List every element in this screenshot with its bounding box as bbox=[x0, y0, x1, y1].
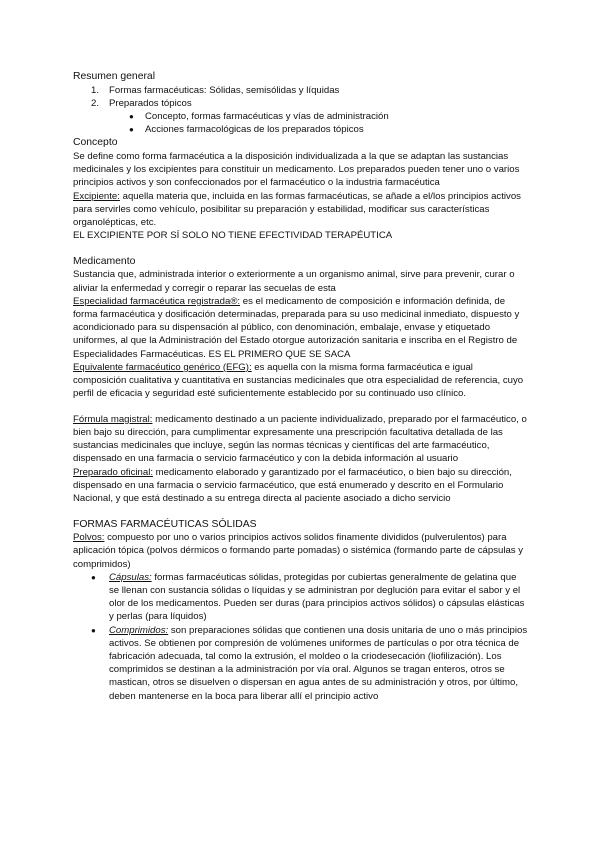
solidas-list bbox=[73, 571, 528, 703]
list-item bbox=[73, 624, 528, 703]
medicamento-title: Medicamento bbox=[73, 255, 136, 267]
list-number: 2. bbox=[91, 97, 100, 109]
bullet-icon: ● bbox=[91, 572, 96, 582]
formula-term: Fórmula magistral: bbox=[73, 413, 153, 425]
formula-paragraph bbox=[73, 413, 528, 466]
excipiente-definition: aquella materia que, incluida en las formas farmacéuticas, se añade a el/los principios activos para servirles como vehículo, posibilitar su preparación y estabilidad, modificar sus características organolépticas, etc. bbox=[73, 190, 521, 229]
list-item-label: Acciones farmacológicas de los preparados tópicos bbox=[145, 124, 364, 136]
capsulas-term: Cápsulas: bbox=[109, 571, 152, 583]
polvos-term: Polvos: bbox=[73, 532, 105, 544]
resumen-subitem bbox=[73, 110, 528, 123]
resumen-title: Resumen general bbox=[73, 71, 156, 82]
equivalente-term: Equivalente farmacéutico genérico (EFG): bbox=[73, 361, 252, 373]
capsulas-definition: formas farmacéuticas sólidas, protegidas por cubiertas generalmente de gelatina que se llenan con sustancia sólidas o líquidas y se administran por deglución para evitar el sabor y el olor de los medicamentos. Pueden ser duras (para principios activos sólidos) o cápsulas elásticas y perlas (para líquidos) bbox=[109, 571, 525, 623]
equivalente-paragraph bbox=[73, 361, 528, 401]
oficinal-paragraph bbox=[73, 466, 528, 506]
document-page bbox=[73, 70, 528, 703]
oficinal-definition: medicamento elaborado y garantizado por el farmacéutico, o bien bajo su dirección, dispensado en una farmacia o servicio farmacéutico, que está enumerado y descrito en el Formulario Nacional, y que está destinado a su entrega directa al paciente asociado a dicho servicio bbox=[73, 466, 512, 505]
comprimidos-definition: son preparaciones sólidas que contienen una dosis unitaria de uno o más principios activos. Se obtienen por compresión de volúmenes uniformes de partículas o por otra técnica de fabricación adecuada, tal como la extrusión, el moldeo o la criodesecación (liofilización). Los comprimidos se destinan a la administración por vía oral. Algunos se tragan enteros, otros se mastican, otros se disuelven o dispersan en agua antes de su administración y otros, por último, deben mantenerse en la boca para liberar allí el principio activo bbox=[109, 624, 528, 702]
resumen-list bbox=[73, 84, 528, 110]
excipiente-paragraph bbox=[73, 190, 528, 230]
especialidad-definition: es el medicamento de composición e información definida, de forma farmacéutica y dosificación determinadas, preparada para su uso medicinal inmediato, dispuesto y acondicionado para su dispensación al público, con denominación, embalaje, envase y etiquetado uniformes, al que la Administración del Estado otorgue autorización sanitaria e inscriba en el Registro de Especialidades Farmacéuticas. ES EL PRIMERO QUE SE SACA bbox=[73, 295, 520, 360]
excipiente-note: EL EXCIPIENTE POR SÍ SOLO NO TIENE EFECTIVIDAD TERAPÉUTICA bbox=[73, 230, 393, 242]
oficinal-term: Preparado oficinal: bbox=[73, 466, 153, 478]
formula-definition: medicamento destinado a un paciente individualizado, preparado por el farmacéutico, o bien bajo su dirección, para cumplimentar expresamente una prescripción facultativa detallada de las sustancias medicinales que incluye, según las normas técnicas y científicas del arte farmacéutico, dispensado en una farmacia o servicio farmacéutico y con la debida información al usuario bbox=[73, 413, 527, 465]
especialidad-term: Especialidad farmacéutica registrada®: bbox=[73, 295, 241, 307]
polvos-definition: compuesto por uno o varios principios activos solidos finamente divididos (pulverulentos) para aplicación tópica (polvos dérmicos o formando parte pomadas) o sistémica (formando parte de cápsulas y comprimidos) bbox=[73, 532, 524, 570]
resumen-item bbox=[73, 97, 528, 110]
comprimidos-term: Comprimidos: bbox=[109, 624, 169, 636]
list-number: 1. bbox=[91, 84, 100, 96]
polvos-paragraph bbox=[73, 531, 528, 571]
bullet-icon: ● bbox=[91, 625, 96, 635]
resumen-sublist bbox=[73, 110, 528, 136]
list-item-label: Preparados tópicos bbox=[109, 97, 192, 109]
bullet-icon: ● bbox=[129, 125, 134, 135]
especialidad-paragraph bbox=[73, 295, 528, 361]
bullet-icon: ● bbox=[129, 112, 134, 121]
equivalente-definition: es aquella con la misma forma farmacéutica e igual composición cualitativa y cuantitativa en sustancias medicinales que otra especialidad de referencia, cuyo perfil de eficacia y seguridad esté suficientemente establecido por su continuado uso clínico. bbox=[73, 361, 524, 400]
resumen-item bbox=[73, 84, 528, 97]
excipiente-term: Excipiente: bbox=[73, 190, 120, 202]
list-item-label: Concepto, formas farmacéuticas y vías de administración bbox=[145, 111, 389, 122]
list-item bbox=[73, 571, 528, 624]
medicamento-paragraph: Sustancia que, administrada interior o exteriormente a un organismo animal, sirve para prevenir, curar o aliviar la enfermedad y corregir o reparar las secuelas de esta bbox=[73, 269, 515, 294]
solidas-title: FORMAS FARMACÉUTICAS SÓLIDAS bbox=[73, 518, 257, 530]
concepto-paragraph: Se define como forma farmacéutica a la disposición individualizada a la que se adaptan las sustancias medicinales y los excipientes para constituir un medicamento. Los preparados pueden tener uno o varios principios activos y son confeccionados por el farmacéutico o la industria farmacéutica bbox=[73, 151, 520, 189]
list-item-label: Formas farmacéuticas: Sólidas, semisólidas y líquidas bbox=[109, 84, 340, 96]
resumen-subitem bbox=[73, 123, 528, 136]
concepto-title: Concepto bbox=[73, 137, 118, 149]
